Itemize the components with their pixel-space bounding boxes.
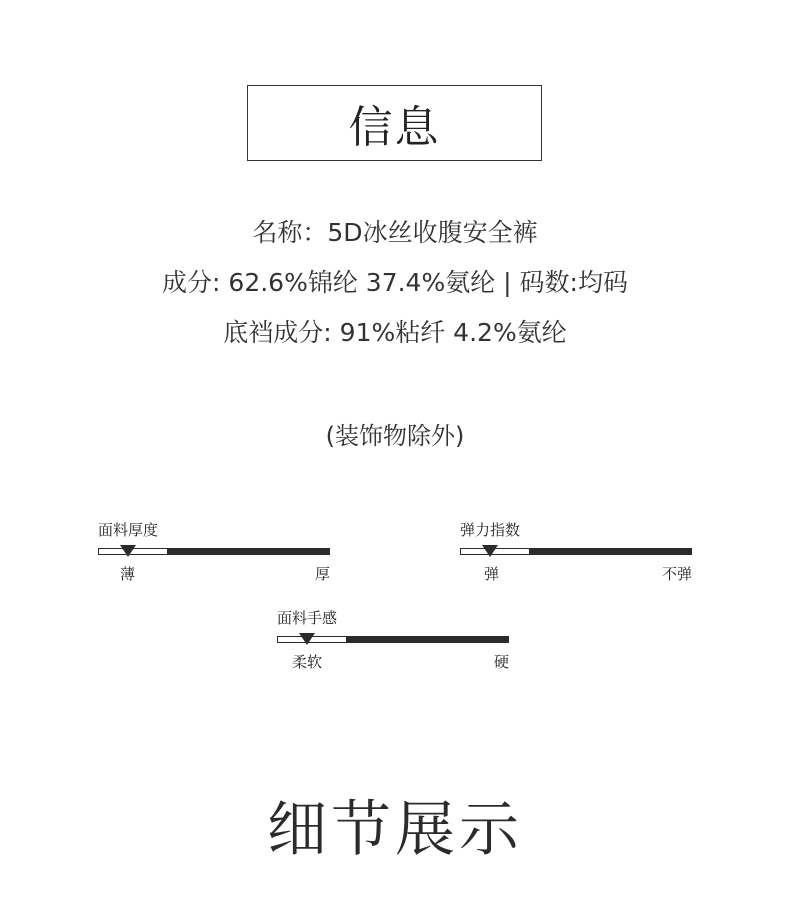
crotch-composition-line: 底裆成分: 91%粘纤 4.2%氨纶: [223, 318, 567, 347]
info-title: 信息: [348, 102, 441, 153]
detail-section-title: 细节展示: [267, 795, 523, 865]
scale-elasticity-label: 弹力指数: [460, 521, 521, 539]
info-title-box: [247, 85, 542, 161]
scale-elasticity-marker: [482, 545, 498, 557]
scale-elasticity: [460, 519, 692, 589]
scale-thickness-high: 厚: [314, 565, 330, 583]
scale-handfeel-label: 面料手感: [277, 609, 338, 627]
scale-thickness-low: 薄: [120, 565, 136, 583]
scale-handfeel-low: 柔软: [292, 653, 323, 671]
scale-elasticity-low: 弹: [484, 565, 500, 583]
scale-elasticity-high: 不弹: [661, 565, 692, 583]
decoration-note: (装饰物除外): [325, 422, 465, 450]
scale-handfeel-marker: [299, 633, 315, 645]
composition-line: 成分: 62.6%锦纶 37.4%氨纶 | 码数:均码: [162, 268, 628, 297]
scale-thickness: [98, 519, 330, 589]
scale-thickness-label: 面料厚度: [98, 521, 159, 539]
scale-handfeel-high: 硬: [493, 653, 509, 671]
scale-handfeel: [277, 607, 509, 677]
scale-thickness-marker: [120, 545, 136, 557]
product-name-line: 名称：5D冰丝收腹安全裤: [252, 218, 538, 247]
